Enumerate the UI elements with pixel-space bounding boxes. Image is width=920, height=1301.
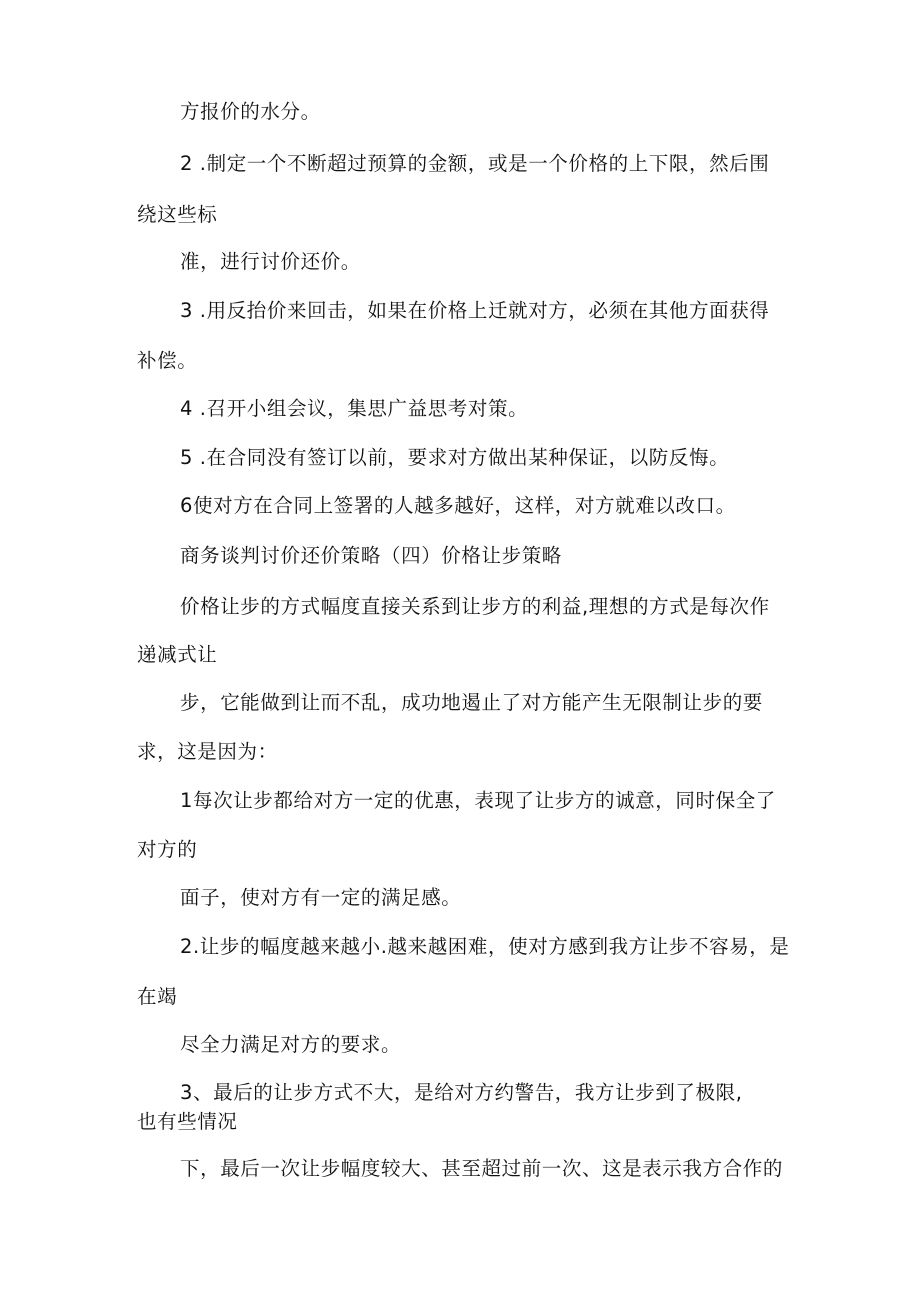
text-line: 3 .用反抬价来回击，如果在价格上迁就对方，必须在其他方面获得 [180, 299, 770, 322]
text-line: 2.让步的幅度越来越小.越来越困难，使对方感到我方让步不容易，是 [180, 935, 790, 958]
text-line: 1每次让步都给对方一定的优惠，表现了让步方的诚意，同时保全了 [180, 789, 776, 812]
text-line: 价格让步的方式幅度直接关系到让步方的利益,理想的方式是每次作 [180, 595, 770, 618]
text-line: 2 .制定一个不断超过预算的金额，或是一个价格的上下限，然后围 [180, 152, 770, 175]
text-line: 面子，使对方有一定的满足感。 [180, 886, 462, 909]
text-line: 求，这是因为： [137, 740, 278, 763]
text-line: 也有些情况 [137, 1110, 238, 1133]
text-line: 6使对方在合同上签署的人越多越好，这样，对方就难以改口。 [180, 494, 736, 517]
text-line: 在竭 [137, 985, 178, 1008]
text-line: 4 .召开小组会议，集思广益思考对策。 [180, 397, 529, 420]
text-line: 补偿。 [137, 349, 198, 372]
section-heading: 商务谈判讨价还价策略（四）价格让步策略 [180, 544, 562, 567]
text-line: 3、最后的让步方式不大，是给对方约警告，我方让步到了极限, [180, 1081, 743, 1104]
text-line: 准，进行讨价还价。 [180, 250, 361, 273]
text-line: 下，最后一次让步幅度较大、甚至超过前一次、这是表示我方合作的 [180, 1157, 784, 1180]
text-line: 绕这些标 [137, 203, 218, 226]
text-line: 对方的 [137, 838, 198, 861]
text-line: 步，它能做到让而不乱，成功地遏止了对方能产生无限制让步的要 [180, 691, 763, 714]
text-line: 递减式让 [137, 643, 218, 666]
text-line: 5 .在合同没有签订以前，要求对方做出某种保证，以防反悔。 [180, 446, 730, 469]
text-line: 尽全力满足对方的要求。 [180, 1033, 402, 1056]
text-line: 方报价的水分。 [180, 100, 321, 123]
